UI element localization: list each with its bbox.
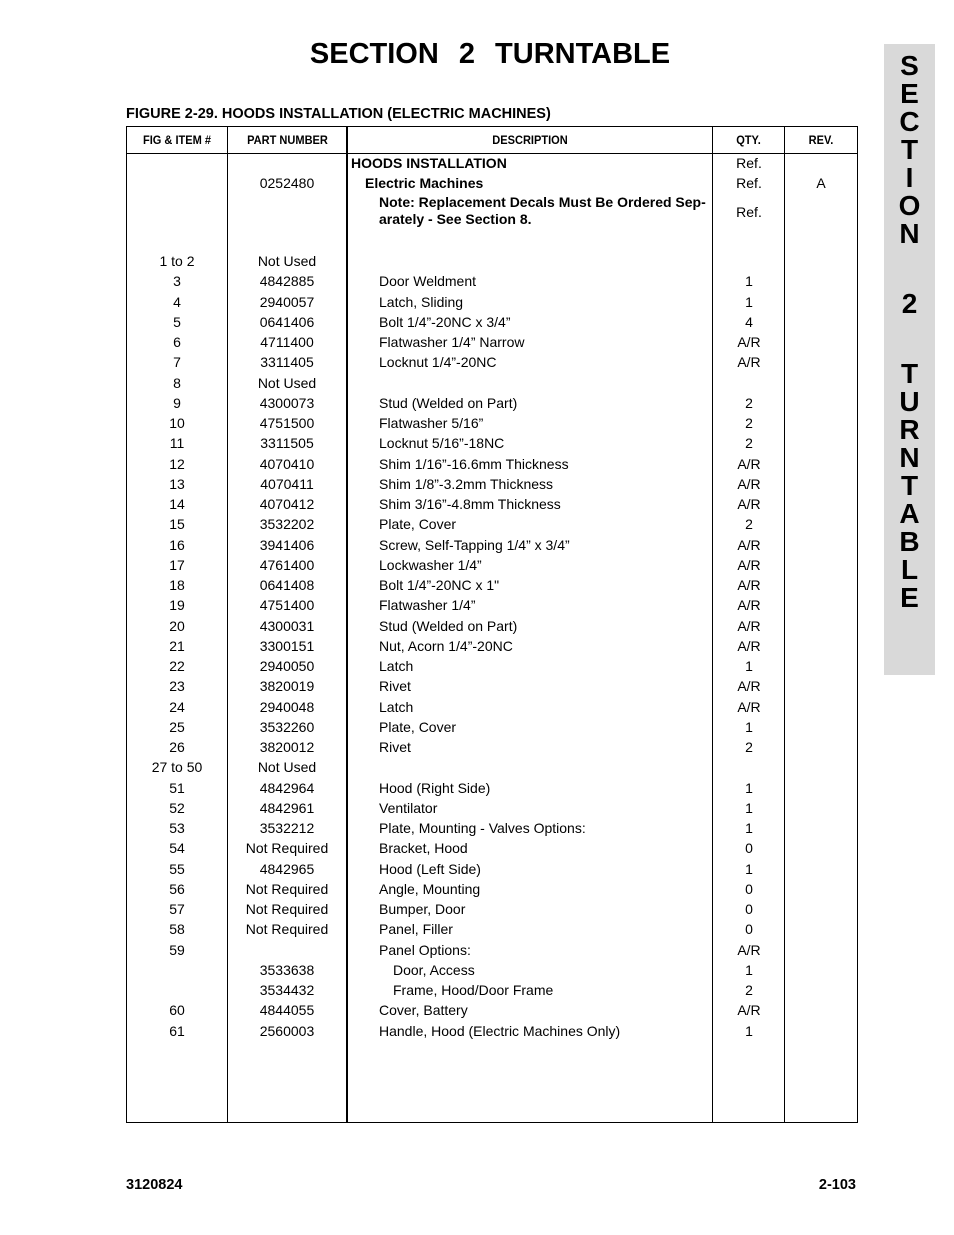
description-cell: Stud (Welded on Part) [379, 394, 518, 411]
qty-cell: A/R [737, 556, 761, 573]
fig-item-cell: 23 [169, 678, 185, 695]
part-number-cell: 3534432 [259, 982, 315, 998]
part-number-cell: 4070411 [260, 475, 314, 492]
rev-cell: A [816, 175, 826, 191]
table-row [127, 454, 857, 474]
table-row [127, 1000, 857, 1020]
qty-cell: A/R [737, 678, 761, 695]
fig-item-cell: 13 [169, 475, 185, 492]
qty-cell: 1 [745, 273, 753, 290]
table-row [127, 292, 857, 312]
fig-item-cell: 55 [169, 860, 185, 877]
part-number-cell: 4751400 [259, 597, 315, 614]
description-cell: Bolt 1/4”-20NC x 1" [379, 577, 500, 593]
fig-item-cell: 10 [169, 415, 185, 431]
side-tab-letter: E [900, 582, 919, 613]
side-tab-letter: R [899, 414, 920, 445]
fig-item-cell: 58 [169, 921, 185, 938]
fig-item-cell: 54 [169, 840, 185, 857]
table-row [127, 899, 857, 919]
description-cell: Stud (Welded on Part) [379, 617, 518, 634]
table-row [127, 919, 857, 939]
qty-cell: 2 [745, 415, 753, 431]
description-cell: Latch [379, 658, 414, 674]
fig-item-cell: 7 [173, 354, 181, 371]
fig-item-cell: 18 [169, 577, 185, 593]
table-row [127, 202, 857, 222]
qty-cell: 1 [745, 718, 753, 735]
part-number-cell: 0641408 [259, 577, 315, 593]
part-number-cell: 0641406 [259, 313, 315, 330]
section-title: SECTION 2 TURNTABLE [309, 38, 671, 70]
part-number-cell: 3820012 [259, 739, 315, 755]
table-row [127, 1021, 857, 1041]
page-number: 2-103 [818, 1177, 856, 1193]
part-number-cell: Not Required [245, 921, 329, 938]
qty-cell: Ref. [736, 155, 762, 171]
fig-item-cell: 15 [169, 516, 185, 533]
header-rev: REV. [808, 133, 834, 147]
qty-cell: 1 [745, 658, 753, 674]
table-row [127, 251, 857, 271]
part-number-cell: 3532202 [259, 516, 315, 533]
part-number-cell: 2940057 [259, 293, 315, 310]
qty-cell: 2 [745, 516, 753, 533]
fig-item-cell: 12 [169, 455, 185, 472]
description-cell: Hood (Left Side) [379, 860, 481, 877]
table-row [127, 153, 857, 173]
side-tab-letter: N [899, 218, 920, 249]
fig-item-cell: 20 [169, 617, 185, 634]
side-tab-letter: I [905, 162, 914, 193]
fig-item-cell: 3 [173, 273, 181, 290]
fig-item-cell: 25 [169, 718, 185, 735]
qty-cell: A/R [737, 617, 761, 634]
description-cell: Locknut 5/16”-18NC [379, 435, 505, 452]
qty-cell: 1 [745, 860, 753, 877]
qty-cell: A/R [737, 496, 761, 512]
description-cell: Shim 3/16”-4.8mm Thickness [379, 496, 561, 512]
part-number-cell: Not Required [245, 840, 329, 857]
table-row [127, 717, 857, 737]
fig-item-cell: 1 to 2 [159, 253, 195, 269]
decal-note: Note: Replacement Decals Must Be Ordered Sep-arately - See Section 8. [379, 194, 706, 227]
document-number: 3120824 [126, 1177, 183, 1193]
fig-item-cell: 61 [169, 1022, 185, 1039]
figure-title: FIGURE 2-29. HOODS INSTALLATION (ELECTRIC MACHINES) [126, 106, 551, 122]
section-side-tab [884, 44, 935, 675]
part-number-cell: 4300073 [259, 394, 315, 411]
description-cell: HOODS INSTALLATION [351, 155, 507, 171]
description-cell: Nut, Acorn 1/4”-20NC [379, 637, 513, 654]
qty-cell: A/R [737, 597, 761, 614]
fig-item-cell: 9 [173, 394, 181, 411]
side-tab-letter: A [899, 498, 920, 529]
header-part-number: PART NUMBER [247, 133, 328, 147]
qty-cell: A/R [737, 1002, 761, 1019]
part-number-cell: 4842885 [259, 273, 315, 290]
table-row [127, 173, 857, 193]
qty-cell: A/R [737, 354, 761, 371]
part-number-cell: 3300151 [259, 637, 315, 654]
qty-cell: Ref. [736, 204, 762, 220]
description-cell: Door, Access [393, 961, 475, 978]
description-cell: Bracket, Hood [379, 840, 468, 857]
description-cell: Shim 1/8”-3.2mm Thickness [379, 475, 554, 492]
fig-item-cell: 5 [173, 313, 181, 330]
header-qty: QTY. [736, 133, 761, 147]
table-row [127, 616, 857, 636]
part-number-cell: 4070410 [259, 455, 315, 472]
description-cell: Electric Machines [365, 175, 484, 191]
description-cell: Flatwasher 1/4” [379, 597, 476, 614]
qty-cell: 1 [745, 820, 753, 836]
fig-item-cell: 60 [169, 1002, 185, 1019]
part-number-cell: 4070412 [259, 496, 315, 512]
qty-cell: 0 [745, 901, 753, 917]
fig-item-cell: 17 [169, 556, 185, 573]
description-cell: Screw, Self-Tapping 1/4” x 3/4” [379, 536, 570, 553]
fig-item-cell: 11 [169, 435, 185, 452]
table-row [127, 798, 857, 818]
fig-item-cell: 57 [169, 901, 185, 917]
qty-cell: A/R [737, 536, 761, 553]
fig-item-cell: 59 [169, 941, 185, 958]
side-tab-letter: C [899, 106, 920, 137]
table-row [127, 757, 857, 777]
part-number-cell: 2560003 [259, 1022, 315, 1039]
header-description: DESCRIPTION [492, 133, 568, 147]
qty-cell: 0 [745, 880, 753, 897]
table-row [127, 940, 857, 960]
fig-item-cell: 52 [169, 799, 185, 816]
table-row [127, 980, 857, 1000]
fig-item-cell: 16 [169, 536, 185, 553]
table-row [127, 373, 857, 393]
table-row [127, 737, 857, 757]
qty-cell: A/R [737, 455, 761, 472]
table-row [127, 514, 857, 534]
table-row [127, 474, 857, 494]
side-tab-letter: B [899, 526, 920, 557]
fig-item-cell: 22 [169, 658, 185, 674]
description-cell: Bolt 1/4”-20NC x 3/4” [379, 313, 511, 330]
description-cell: Latch [379, 698, 414, 715]
qty-cell: 2 [745, 394, 753, 411]
header-fig-item: FIG & ITEM # [142, 133, 212, 147]
fig-item-cell: 27 to 50 [151, 759, 203, 776]
qty-cell: 0 [745, 840, 753, 857]
description-cell: Door Weldment [379, 273, 477, 290]
fig-item-cell: 6 [173, 334, 181, 350]
description-cell: Plate, Cover [379, 718, 457, 735]
qty-cell: 1 [745, 1022, 753, 1039]
table-row [127, 393, 857, 413]
part-number-cell: 3311405 [260, 354, 314, 371]
part-number-cell: 4711400 [260, 334, 314, 350]
part-number-cell: 3941406 [259, 536, 315, 553]
part-number-cell: 3533638 [259, 961, 315, 978]
side-tab-letter: U [899, 386, 920, 417]
table-row [127, 838, 857, 858]
qty-cell: A/R [737, 334, 761, 350]
side-tab-letter: O [898, 190, 921, 221]
part-number-cell: 4842965 [259, 860, 315, 877]
description-cell: Cover, Battery [379, 1002, 468, 1019]
side-tab-letter: N [899, 442, 920, 473]
table-row [127, 818, 857, 838]
part-number-cell: Not Used [257, 253, 317, 269]
description-cell: Flatwasher 1/4” Narrow [379, 334, 525, 350]
part-number-cell: Not Required [245, 880, 329, 897]
description-cell: Hood (Right Side) [379, 779, 491, 796]
fig-item-cell: 21 [169, 637, 185, 654]
description-cell: Rivet [379, 739, 411, 755]
table-row [127, 433, 857, 453]
description-cell: Panel, Filler [379, 921, 453, 938]
description-cell: Plate, Cover [379, 516, 457, 533]
part-number-cell: 4300031 [259, 617, 315, 634]
table-row [127, 636, 857, 656]
table-row [127, 879, 857, 899]
table-row [127, 697, 857, 717]
side-tab-letter: E [900, 78, 919, 109]
part-number-cell: 4761400 [259, 556, 315, 573]
table-row [127, 656, 857, 676]
part-number-cell: 0252480 [259, 175, 315, 191]
qty-cell: 0 [745, 921, 753, 938]
description-cell: Angle, Mounting [379, 880, 481, 897]
table-row [127, 676, 857, 696]
table-row [127, 352, 857, 372]
description-cell: Locknut 1/4”-20NC [379, 354, 497, 371]
part-number-cell: 4842961 [259, 799, 315, 816]
part-number-cell: 3532260 [259, 718, 315, 735]
description-cell: Panel Options: [379, 941, 471, 958]
description-cell: Frame, Hood/Door Frame [393, 982, 554, 998]
table-row [127, 413, 857, 433]
part-number-cell: 2940050 [259, 658, 315, 674]
qty-cell: 2 [745, 982, 753, 998]
table-row [127, 575, 857, 595]
qty-cell: A/R [737, 698, 761, 715]
table-row [127, 859, 857, 879]
description-cell: Flatwasher 5/16” [379, 415, 484, 431]
qty-cell: A/R [737, 577, 761, 593]
description-cell: Rivet [379, 678, 411, 695]
description-cell: Plate, Mounting - Valves Options: [379, 820, 586, 836]
part-number-cell: 3532212 [259, 820, 315, 836]
fig-item-cell: 53 [169, 820, 185, 836]
part-number-cell: 3820019 [259, 678, 315, 695]
part-number-cell: Not Used [257, 759, 317, 776]
side-tab-letter: T [900, 134, 919, 165]
parts-table [126, 126, 858, 1123]
qty-cell: A/R [737, 475, 761, 492]
qty-cell: 4 [745, 313, 753, 330]
qty-cell: 1 [745, 779, 753, 796]
part-number-cell: 4842964 [259, 779, 315, 796]
table-row [127, 778, 857, 798]
side-tab-letter: T [900, 358, 919, 389]
qty-cell: Ref. [736, 175, 762, 191]
fig-item-cell: 26 [169, 739, 185, 755]
table-row [127, 332, 857, 352]
side-tab-letter: 2 [901, 288, 918, 319]
part-number-cell: 4844055 [259, 1002, 315, 1019]
part-number-cell: 3311505 [260, 435, 314, 452]
table-row [127, 555, 857, 575]
qty-cell: A/R [737, 637, 761, 654]
qty-cell: 1 [745, 293, 753, 310]
part-number-cell: Not Required [245, 901, 329, 917]
side-tab-letter: T [900, 470, 919, 501]
part-number-cell: 2940048 [259, 698, 315, 715]
description-cell: Handle, Hood (Electric Machines Only) [379, 1022, 621, 1039]
fig-item-cell: 14 [169, 496, 185, 512]
table-row [127, 494, 857, 514]
table-row [127, 595, 857, 615]
description-cell: Latch, Sliding [379, 293, 464, 310]
description-cell: Lockwasher 1/4” [379, 556, 482, 573]
description-cell: Shim 1/16”-16.6mm Thickness [379, 455, 569, 472]
fig-item-cell: 4 [173, 293, 181, 310]
qty-cell: 2 [745, 739, 753, 755]
part-number-cell: 4751500 [259, 415, 315, 431]
side-tab-letter: S [900, 50, 919, 81]
qty-cell: A/R [737, 941, 761, 958]
table-row [127, 960, 857, 980]
qty-cell: 1 [745, 799, 753, 816]
side-tab-letter: L [900, 554, 919, 585]
fig-item-cell: 8 [173, 374, 181, 391]
qty-cell: 1 [745, 961, 753, 978]
fig-item-cell: 51 [169, 779, 185, 796]
description-cell: Ventilator [379, 799, 438, 816]
table-row [127, 271, 857, 291]
description-cell: Bumper, Door [379, 901, 466, 917]
fig-item-cell: 24 [169, 698, 185, 715]
qty-cell: 2 [745, 435, 753, 452]
table-row [127, 312, 857, 332]
fig-item-cell: 19 [169, 597, 185, 614]
part-number-cell: Not Used [257, 374, 317, 391]
fig-item-cell: 56 [169, 880, 185, 897]
table-row [127, 535, 857, 555]
